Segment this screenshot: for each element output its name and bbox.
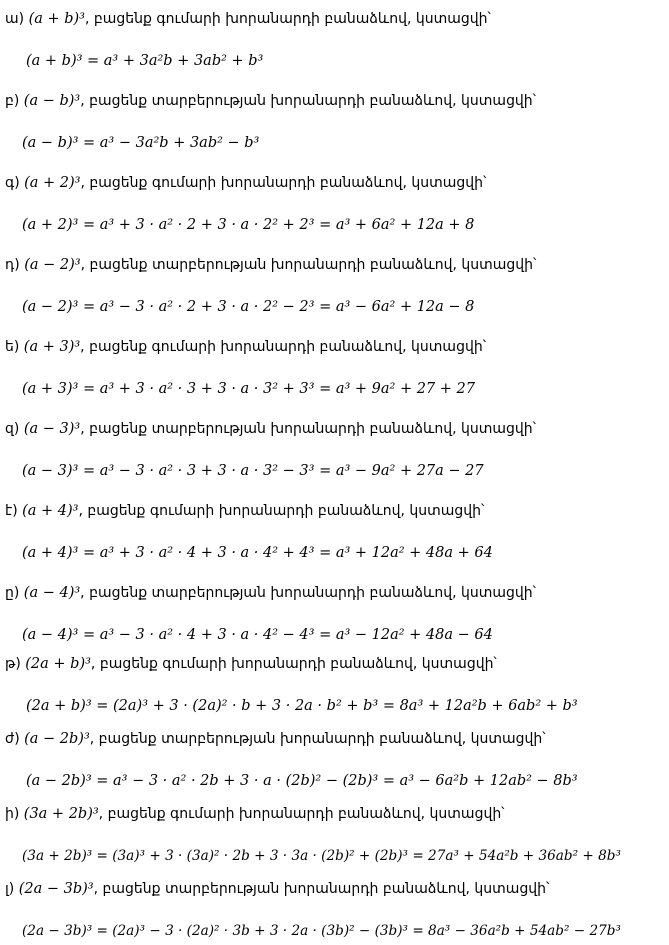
item-text: , բացենք գումարի խորանարդի բանաձևով, կստացվի՝ [80,175,487,191]
item-question [5,730,546,748]
item-text: , բացենք տարբերության խորանարդի բանաձևով, կստացվի՝ [89,731,546,747]
item-text: , բացենք տարբերության խորանարդի բանաձևով, կստացվի՝ [80,93,537,109]
item-prefix: դ) [5,257,20,273]
item-formula: (3a + 2b)³ = (3a)³ + 3 · (3a)² · 2b + 3 · 3a · (2b)² + (2b)³ = 27a³ + 54a²b + 36ab² + 8b³ [22,848,621,864]
item-formula: (2a − 3b)³ = (2a)³ − 3 · (2a)² · 3b + 3 · 2a · (3b)² − (3b)³ = 8a³ − 36a²b + 54ab² − 27b³ [22,923,621,939]
item-prefix: ե) [5,339,20,355]
item-text: , բացենք տարբերության խորանարդի բանաձևով, կստացվի՝ [80,257,537,273]
item-question [5,805,505,823]
item-formula: (a − 2)³ = a³ − 3 · a² · 2 + 3 · a · 2² − 2³ = a³ − 6a² + 12a − 8 [22,299,475,315]
item-text: , բացենք տարբերության խորանարդի բանաձևով, կստացվի՝ [93,881,550,897]
item-expression: (a − 2b)³ [24,731,90,747]
item-formula: (a + 3)³ = a³ + 3 · a² · 3 + 3 · a · 3² + 3³ = a³ + 9a² + 27 + 27 [22,381,475,397]
item-text: , բացենք տարբերության խորանարդի բանաձևով, կստացվի՝ [80,421,536,437]
item-expression: (2a + b)³ [25,656,91,672]
item-text: , բացենք գումարի խորանարդի բանաձևով, կստացվի՝ [80,339,487,355]
item-expression: (2a − 3b)³ [18,881,94,897]
item-expression: (a − b)³ [23,93,81,109]
item-question [5,256,536,274]
item-formula: (a − 4)³ = a³ − 3 · a² · 4 + 3 · a · 4² − 4³ = a³ − 12a² + 48a − 64 [22,627,493,643]
item-text: , բացենք գումարի խորանարդի բանաձևով, կստացվի՝ [90,656,497,672]
item-prefix: զ) [5,421,20,437]
item-question [5,92,536,110]
item-question [5,584,536,602]
item-formula: (a − b)³ = a³ − 3a²b + 3ab² − b³ [22,135,260,151]
item-formula: (a + 4)³ = a³ + 3 · a² · 4 + 3 · a · 4² + 4³ = a³ + 12a² + 48a + 64 [22,545,493,561]
item-prefix: ա) [5,11,25,27]
item-question [5,880,549,898]
item-question [5,10,491,28]
item-question [5,338,486,356]
item-text: , բացենք գումարի խորանարդի բանաձևով, կստացվի՝ [78,503,485,519]
item-expression: (a + b)³ [28,11,85,27]
item-expression: (3a + 2b)³ [23,806,99,822]
item-prefix: լ) [5,881,15,897]
item-question [5,655,497,673]
item-prefix: թ) [5,656,21,672]
item-text: , բացենք տարբերության խորանարդի բանաձևով, կստացվի՝ [80,585,536,601]
item-formula: (a + 2)³ = a³ + 3 · a² · 2 + 3 · a · 2² + 2³ = a³ + 6a² + 12a + 8 [22,217,475,233]
item-question [5,502,484,520]
item-formula: (a + b)³ = a³ + 3a²b + 3ab² + b³ [26,53,264,69]
item-question [5,420,536,438]
item-formula: (2a + b)³ = (2a)³ + 3 · (2a)² · b + 3 · 2a · b² + b³ = 8a³ + 12a²b + 6ab² + b³ [26,698,578,714]
item-text: , բացենք գումարի խորանարդի բանաձևով, կստացվի՝ [98,806,505,822]
item-question [5,174,486,192]
item-expression: (a + 3)³ [23,339,81,355]
item-text: , բացենք գումարի խորանարդի բանաձևով, կստացվի՝ [84,11,491,27]
item-prefix: բ) [5,93,20,109]
item-prefix: է) [5,503,18,519]
item-expression: (a + 2)³ [24,175,81,191]
item-formula: (a − 2b)³ = a³ − 3 · a² · 2b + 3 · a · (2b)² − (2b)³ = a³ − 6a²b + 12ab² − 8b³ [26,773,578,789]
item-expression: (a − 2)³ [24,257,81,273]
item-prefix: ժ) [5,731,20,747]
item-formula: (a − 3)³ = a³ − 3 · a² · 3 + 3 · a · 3² − 3³ = a³ − 9a² + 27a − 27 [22,463,484,479]
item-expression: (a − 4)³ [23,585,81,601]
item-expression: (a + 4)³ [22,503,79,519]
item-prefix: ի) [5,806,20,822]
item-prefix: ը) [5,585,20,601]
item-prefix: գ) [5,175,20,191]
item-expression: (a − 3)³ [23,421,81,437]
